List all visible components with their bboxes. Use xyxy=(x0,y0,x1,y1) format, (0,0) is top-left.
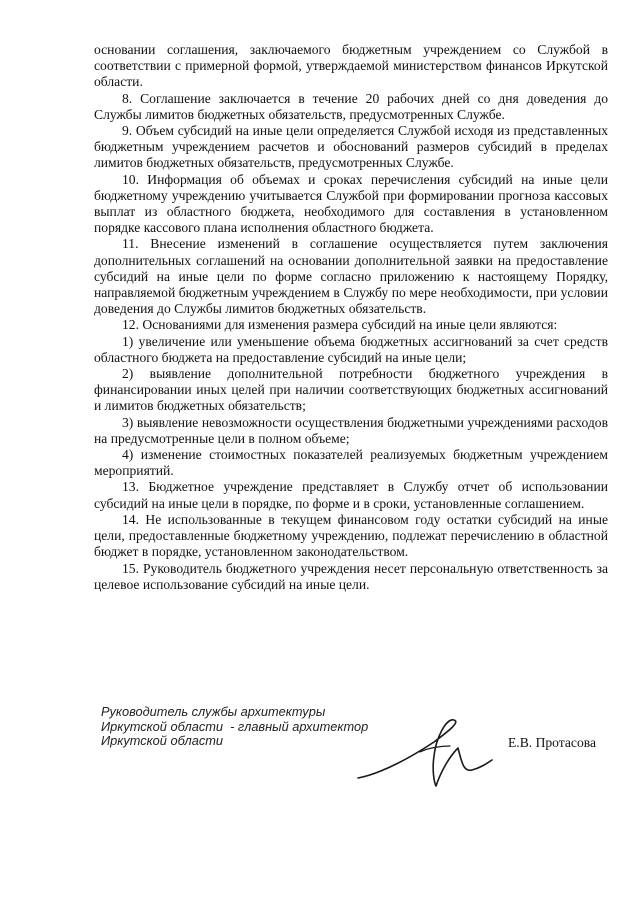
paragraph-p12-1: 1) увеличение или уменьшение объема бюджетных ассигнований за счет средств областного бюджета на предоставление субсидий на иные цели; xyxy=(94,333,608,365)
paragraph-p13: 13. Бюджетное учреждение представляет в Службу отчет об использовании субсидий на иные цели в порядке, по форме и в сроки, установленные соглашением. xyxy=(94,479,608,511)
paragraph-p11: 11. Внесение изменений в соглашение осуществляется путем заключения дополнительных соглашений на основании дополнительной заявки на предоставление субсидий на иные цели по форме согласно приложению к настоящему Порядку, направляемой бюджетным учреждением в Службу по мере необходимости, при условии доведения до Службы лимитов бюджетных обязательств. xyxy=(94,236,608,317)
signatory-title-line-3: Иркутской области xyxy=(101,733,224,749)
paragraph-p8: 8. Соглашение заключается в течение 20 рабочих дней со дня доведения до Службы лимитов бюджетных обязательств, предусмотренных Службе. xyxy=(94,90,608,122)
paragraph-p12-2: 2) выявление дополнительной потребности бюджетного учреждения в финансировании иных целей при наличии соответствующих бюджетных ассигнований и лимитов бюджетных обязательств; xyxy=(94,366,608,414)
document-body xyxy=(94,42,608,593)
paragraph-p12-4: 4) изменение стоимостных показателей реализуемых бюджетным учреждением мероприятий. xyxy=(94,447,608,479)
paragraph-p14: 14. Не использованные в текущем финансовом году остатки субсидий на иные цели, предоставленные бюджетному учреждению, подлежат перечислению в областной бюджет в порядке, установленном законодательством. xyxy=(94,511,608,560)
paragraph-p-intro: основании соглашения, заключаемого бюджетным учреждением со Службой в соответствии с примерной формой, утверждаемой министерством финансов Иркутской области. xyxy=(94,42,608,90)
signatory-title-line-1: Руководитель службы архитектуры xyxy=(101,704,326,719)
paragraph-p15: 15. Руководитель бюджетного учреждения несет персональную ответственность за целевое использование субсидий на иные цели. xyxy=(94,560,608,592)
handwritten-signature xyxy=(350,712,500,792)
signatory-title-line-2: Иркутской области - главный архитектор xyxy=(101,718,369,734)
paragraph-p10: 10. Информация об объемах и сроках перечисления субсидий на иные цели бюджетному учреждению учитывается Службой при формировании прогноза кассовых выплат из областного бюджета, необходимого для составления в установленном порядке кассового плана исполнения областного бюджета. xyxy=(94,171,608,236)
paragraph-p12: 12. Основаниями для изменения размера субсидий на иные цели являются: xyxy=(122,317,558,333)
paragraph-p9: 9. Объем субсидий на иные цели определяется Службой исходя из представленных бюджетным учреждением расчетов и обоснований размеров субсидий в пределах лимитов бюджетных обязательств, предусмотренных Службе. xyxy=(94,123,608,171)
paragraph-p12-3: 3) выявление невозможности осуществления бюджетными учреждениями расходов на предусмотренные цели в полном объеме; xyxy=(94,414,608,446)
signatory-title-block xyxy=(101,705,368,749)
signatory-name: Е.В. Протасова xyxy=(508,735,597,750)
